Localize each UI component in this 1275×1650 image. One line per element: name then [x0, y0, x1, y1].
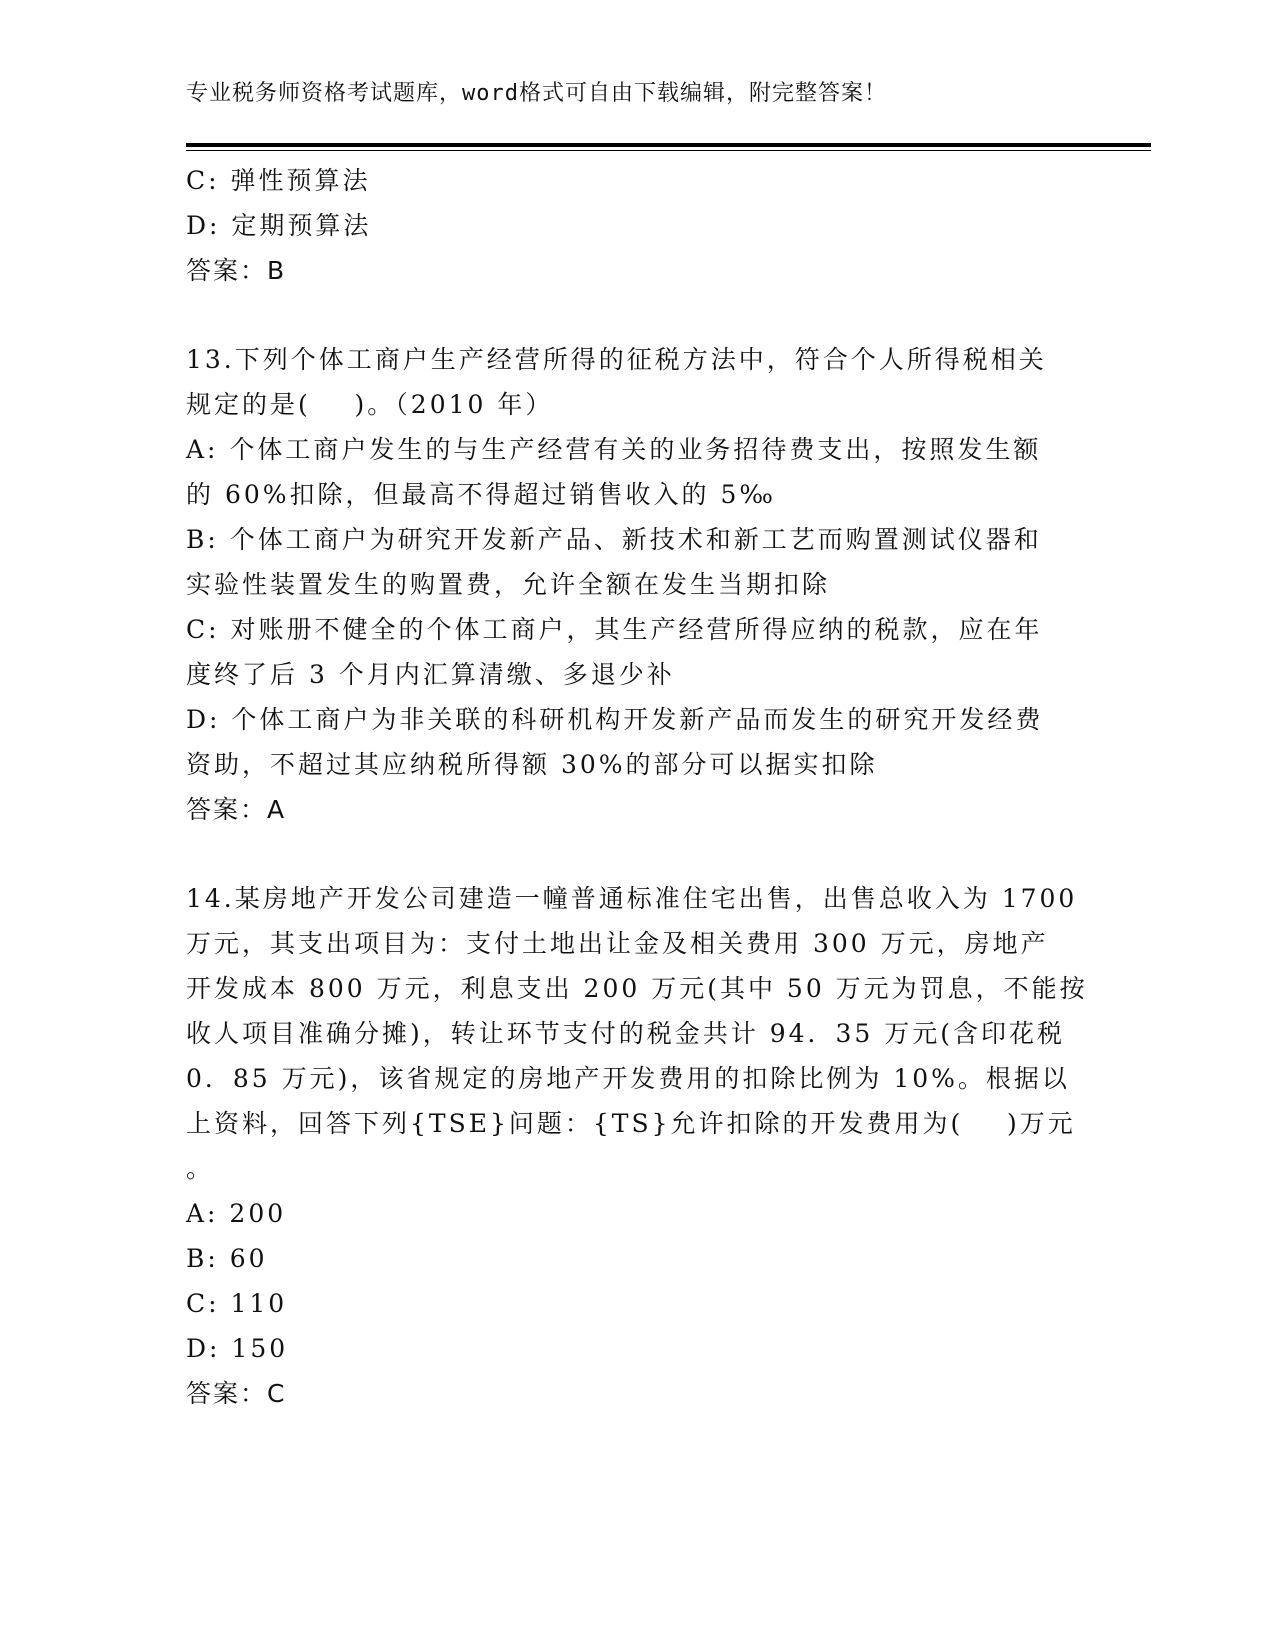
question-13-option-b-line-1: B: 个体工商户为研究开发新产品、新技术和新工艺而购置测试仪器和: [186, 525, 1042, 554]
document-content: [186, 158, 1086, 1416]
question-14-answer: 答案：C: [186, 1379, 287, 1408]
question-13-option-c-line-1: C: 对账册不健全的个体工商户，其生产经营所得应纳的税款，应在年: [186, 615, 1043, 644]
question-13-option-a-line-1: A: 个体工商户发生的与生产经营有关的业务招待费支出，按照发生额: [186, 435, 1042, 464]
question-14-stem-line-5: 0．85 万元)，该省规定的房地产开发费用的扣除比例为 10%。根据以: [186, 1064, 1070, 1093]
question-14-option-d: D: 150: [186, 1334, 289, 1363]
question-13-option-c-line-2: 度终了后 3 个月内汇算清缴、多退少补: [186, 660, 675, 689]
question-13-option-b-line-2: 实验性装置发生的购置费，允许全额在发生当期扣除: [186, 570, 831, 599]
question-13-stem-line-1: 13.下列个体工商户生产经营所得的征税方法中，符合个人所得税相关: [186, 345, 1047, 374]
question-13-block: [186, 337, 1086, 832]
question-14-option-a: A: 200: [186, 1199, 287, 1228]
question-14-stem-line-4: 收人项目准确分摊)，转让环节支付的税金共计 94．35 万元(含印花税: [186, 1019, 1066, 1048]
question-14-block: [186, 876, 1086, 1416]
option-d: D: 定期预算法: [186, 211, 372, 240]
question-13-option-a-line-2: 的 60%扣除，但最高不得超过销售收入的 5‰: [186, 480, 776, 509]
prev-question-block: [186, 158, 1086, 293]
spacer: [186, 832, 1086, 876]
spacer: [186, 293, 1086, 337]
question-13-answer: 答案：A: [186, 795, 287, 824]
question-14-stem-line-6: 上资料，回答下列{TSE}问题：{TS}允许扣除的开发费用为( )万元: [186, 1109, 1076, 1138]
question-14-stem-line-1: 14.某房地产开发公司建造一幢普通标准住宅出售，出售总收入为 1700: [186, 884, 1078, 913]
option-c: C: 弹性预算法: [186, 166, 371, 195]
header-rule-thick: [186, 143, 1151, 147]
question-14-option-b: B: 60: [186, 1244, 268, 1273]
header-rule-thin: [186, 150, 1151, 151]
question-14-stem-line-7: 。: [186, 1154, 215, 1183]
question-14-stem-line-2: 万元，其支出项目为：支付土地出让金及相关费用 300 万元，房地产: [186, 929, 1049, 958]
question-14-option-c: C: 110: [186, 1289, 288, 1318]
answer-line: 答案：B: [186, 256, 287, 285]
question-13-option-d-line-1: D: 个体工商户为非关联的科研机构开发新产品而发生的研究开发经费: [186, 705, 1044, 734]
question-13-stem-line-2: 规定的是( )。（2010 年）: [186, 390, 554, 419]
question-14-stem-line-3: 开发成本 800 万元，利息支出 200 万元(其中 50 万元为罚息，不能按: [186, 974, 1088, 1003]
question-13-option-d-line-2: 资助，不超过其应纳税所得额 30%的部分可以据实扣除: [186, 750, 878, 779]
header-note: 专业税务师资格考试题库，word格式可自由下载编辑，附完整答案！: [186, 81, 887, 106]
